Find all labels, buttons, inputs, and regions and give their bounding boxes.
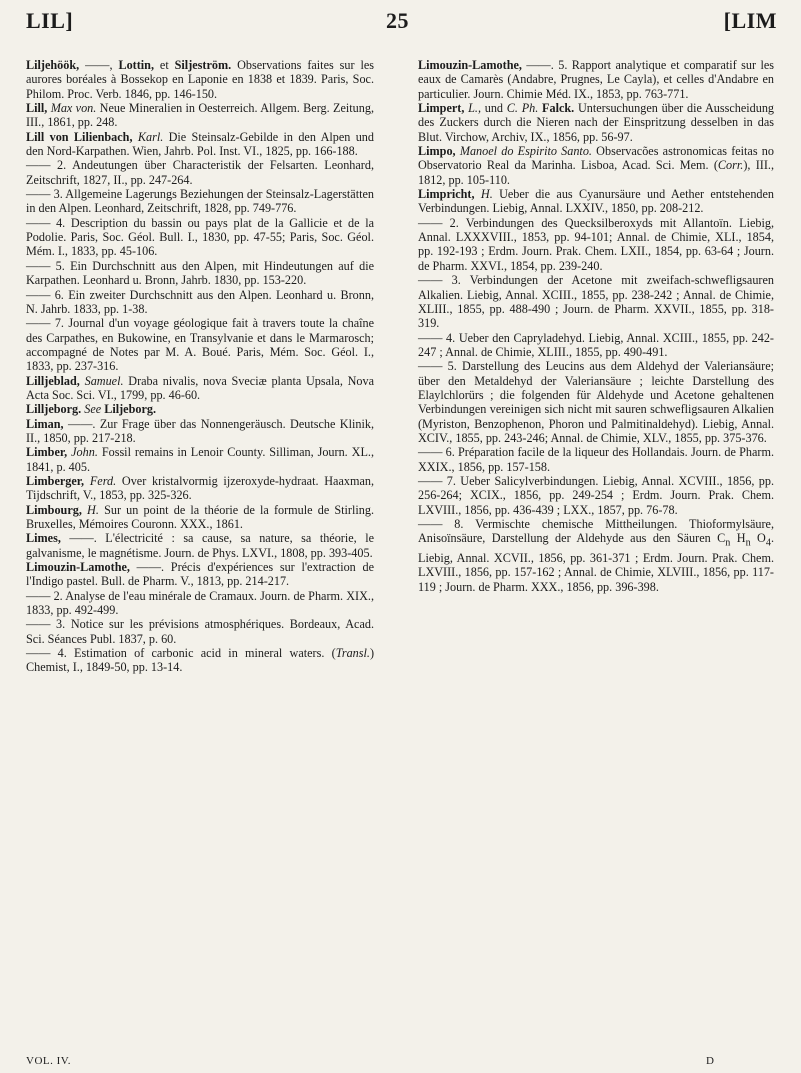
- bibliography-entry: Limouzin-Lamothe, ——. 5. Rapport analytique et comparatif sur les eaux de Camarès (Andabre, Prugnes, Le Cayla), et celles d'Andabre en particulier. Journ. Chimie Méd. IX., 1853, pp. 763-771.: [418, 58, 774, 101]
- bibliography-entry: Limbourg, H. Sur un point de la théorie de la formule de Stirling. Bruxelles, Mémoires Couronn. XXX., 1861.: [26, 502, 375, 531]
- bibliography-entry: —— 2. Andeutungen über Characteristik der Felsarten. Leonhard, Zeitschrift, 1827, II., pp. 247-264.: [26, 158, 374, 187]
- bibliography-entry: —— 6. Ein zweiter Durchschnitt aus den Alpen. Leonhard u. Bronn, N. Jahrb. 1833, pp. 1-38.: [26, 287, 374, 316]
- volume-label: VOL. IV.: [26, 1055, 72, 1067]
- bibliography-entry: Limes, ——. L'électricité : sa cause, sa nature, sa théorie, le galvanisme, le magnétisme. Journ. de Phys. LXVI., 1808, pp. 393-405.: [26, 531, 374, 560]
- bibliography-entry: —— 2. Analyse de l'eau minérale de Cramaux. Journ. de Pharm. XIX., 1833, pp. 492-499.: [26, 588, 374, 618]
- bibliography-entry: Liman, ——. Zur Frage über das Nonnengeräusch. Deutsche Klinik, II., 1850, pp. 217-218.: [26, 416, 374, 445]
- running-head-left: LIL]: [26, 8, 74, 33]
- bibliography-entry: Lilljeborg. See Liljeborg.: [26, 402, 156, 417]
- bibliography-entry: —— 7. Ueber Salicylverbindungen. Liebig, Annal. XCVIII., 1856, pp. 256-264; XCIX., 1856, pp. 249-254 ; Erdm. Journ. Prak. Chem. LXVIII., 1856, pp. 436-439 ; LXX., 1857, pp. 76-78.: [418, 473, 774, 517]
- bibliography-entry: —— 4. Description du bassin ou pays plat de la Gallicie et de la Podolie. Paris, Soc. Géol. Bull. I., 1830, pp. 47-55; Paris, Soc. Géol. Mém. I., 1833, pp. 45-106.: [26, 215, 374, 259]
- left-column: [26, 58, 374, 675]
- bibliography-entry: Limber, John. Fossil remains in Lenoir County. Silliman, Journ. XL., 1841, p. 405.: [26, 445, 374, 474]
- bibliography-entry: —— 3. Verbindungen der Acetone mit zweifach-schwefligsauren Alkalien. Liebig, Annal. XCIII., 1855, pp. 238-242 ; Annal. de Chimie, XLIII., 1855, pp. 488-490 ; Journ. de Pharm. XXVII., 1855, pp. 318-319.: [418, 273, 774, 331]
- bibliography-entry: Limpert, L., und C. Ph. Falck. Untersuchungen über die Ausscheidung des Zuckers durch die Nieren nach der Einspritzung desselben in das Blut. Virchow, Archiv, IX., 1856, pp. 56-97.: [418, 101, 775, 144]
- bibliography-entry: —— 4. Estimation of carbonic acid in mineral waters. (Transl.) Chemist, I., 1849-50, pp. 13-14.: [26, 646, 374, 675]
- bibliography-entry: Lill, Max von. Neue Mineralien in Oesterreich. Allgem. Berg. Zeitung, III., 1861, pp. 248.: [26, 101, 374, 130]
- bibliography-entry: —— 7. Journal d'un voyage géologique fait à travers toute la chaîne des Carpathes, en Bukowine, en Transylvanie et dans le Marmarosch; accompagné de Notes par M. A. Boué. Paris, Mém. Soc. Géol. I., 1833, pp. 237-316.: [26, 316, 374, 374]
- bibliography-entry: —— 8. Vermischte chemische Mittheilungen. Thioformylsäure, Anisoïnsäure, Darstellung der Aldehyde aus den Säuren $C_n$ $H_n$ $O_4$. Liebig, Annal. XCVII., 1856, pp. 361-371 ; Erdm. Journ. Prak. Chem. LXVIII., 1856, pp. 157-162 ; Annal. de Chimie, XLVIII., 1856, pp. 117-119 ; Journ. de Pharm. XXX., 1856, pp. 396-398.: [418, 517, 774, 594]
- bibliography-entry: —— 6. Préparation facile de la liqueur des Hollandais. Journ. de Pharm. XXIX., 1856, pp. 157-158.: [418, 445, 774, 474]
- bibliography-entry: —— 3. Allgemeine Lagerungs Beziehungen der Steinsalz-Lagerstätten in den Alpen. Leonhard, Zeitschrift, 1828, pp. 749-776.: [26, 187, 374, 216]
- bibliography-entry: Limpricht, H. Ueber die aus Cyanursäure und Aether entstehenden Verbindungen. Liebig, Annal. LXXIV., 1850, pp. 208-212.: [418, 187, 775, 216]
- bibliography-entry: —— 2. Verbindungen des Quecksilberoxyds mit Allantoïn. Liebig, Annal. LXXXVIII., 1853, pp. 94-101; Annal. de Chimie, XLI., 1854, pp. 192-193 ; Erdm. Journ. Prak. Chem. LXII., 1854, pp. 63-64 ; Journ. de Pharm. XXVI., 1854, pp. 239-240.: [418, 215, 774, 273]
- bibliography-entry: Liljehöök, ——, Lottin, et Siljeström. Observations faites sur les aurores boréales à Bossekop en Laponie en 1838 et 1839. Paris, Soc. Philom. Proc. Verb. 1846, pp. 146-150.: [26, 58, 374, 101]
- bibliography-entry: Limpo, Manoel do Espirito Santo. Observacões astronomicas feitas no Observatorio Real da Marinha. Lisboa, Acad. Sci. Mem. (Corr.), III., 1812, pp. 105-110.: [418, 144, 774, 187]
- bibliography-entry: —— 4. Ueber den Capryladehyd. Liebig, Annal. XCIII., 1855, pp. 242-247 ; Annal. de Chimie, XLIII., 1855, pp. 490-491.: [418, 330, 774, 359]
- right-column: [418, 58, 774, 594]
- bibliography-entry: Limberger, Ferd. Over kristalvormig ijzeroxyde-hydraat. Haaxman, Tijdschrift, V., 1853, pp. 325-326.: [26, 473, 375, 503]
- page-number: 25: [386, 8, 409, 33]
- running-head-right: [LIM: [723, 8, 777, 33]
- signature-mark: D: [706, 1055, 714, 1067]
- bibliography-entry: Lill von Lilienbach, Karl. Die Steinsalz-Gebilde in den Alpen und den Nord-Karpathen. Wien, Jahrb. Pol. Inst. VI., 1825, pp. 166-188.: [26, 129, 374, 159]
- bibliography-entry: Limouzin-Lamothe, ——. Précis d'expériences sur l'extraction de l'Indigo pastel. Bull. de Pharm. V., 1813, pp. 214-217.: [26, 560, 374, 589]
- bibliography-entry: —— 5. Darstellung des Leucins aus dem Aldehyd der Valeriansäure; über den Metaldehyd der Valeriansäure ; leichte Darstellung des Elaylchlorürs ; die folgenden für Aldehyde und Acetone gehaltenen Verbindungen vereinigen sich nicht mit sauren schwefligsauren Alkalien (Myriston, Benzophenon, Phoron und Palmitinaldehyd). Liebig, Annal. XCIV., 1855, pp. 243-246; Annal. de Chimie, XLV., 1855, pp. 375-376.: [418, 359, 774, 445]
- bibliography-entry: Lilljeblad, Samuel. Draba nivalis, nova Sveciæ planta Upsala, Nova Acta Soc. Sci. VI., 1799, pp. 46-60.: [26, 373, 375, 402]
- bibliography-entry: —— 3. Notice sur les prévisions atmosphériques. Bordeaux, Acad. Sci. Séances Publ. 1837, p. 60.: [26, 617, 374, 646]
- bibliography-entry: —— 5. Ein Durchschnitt aus den Alpen, mit Hindeutungen auf die Karpathen. Leonhard u. Bronn, Jahrb. 1830, pp. 153-220.: [26, 258, 374, 288]
